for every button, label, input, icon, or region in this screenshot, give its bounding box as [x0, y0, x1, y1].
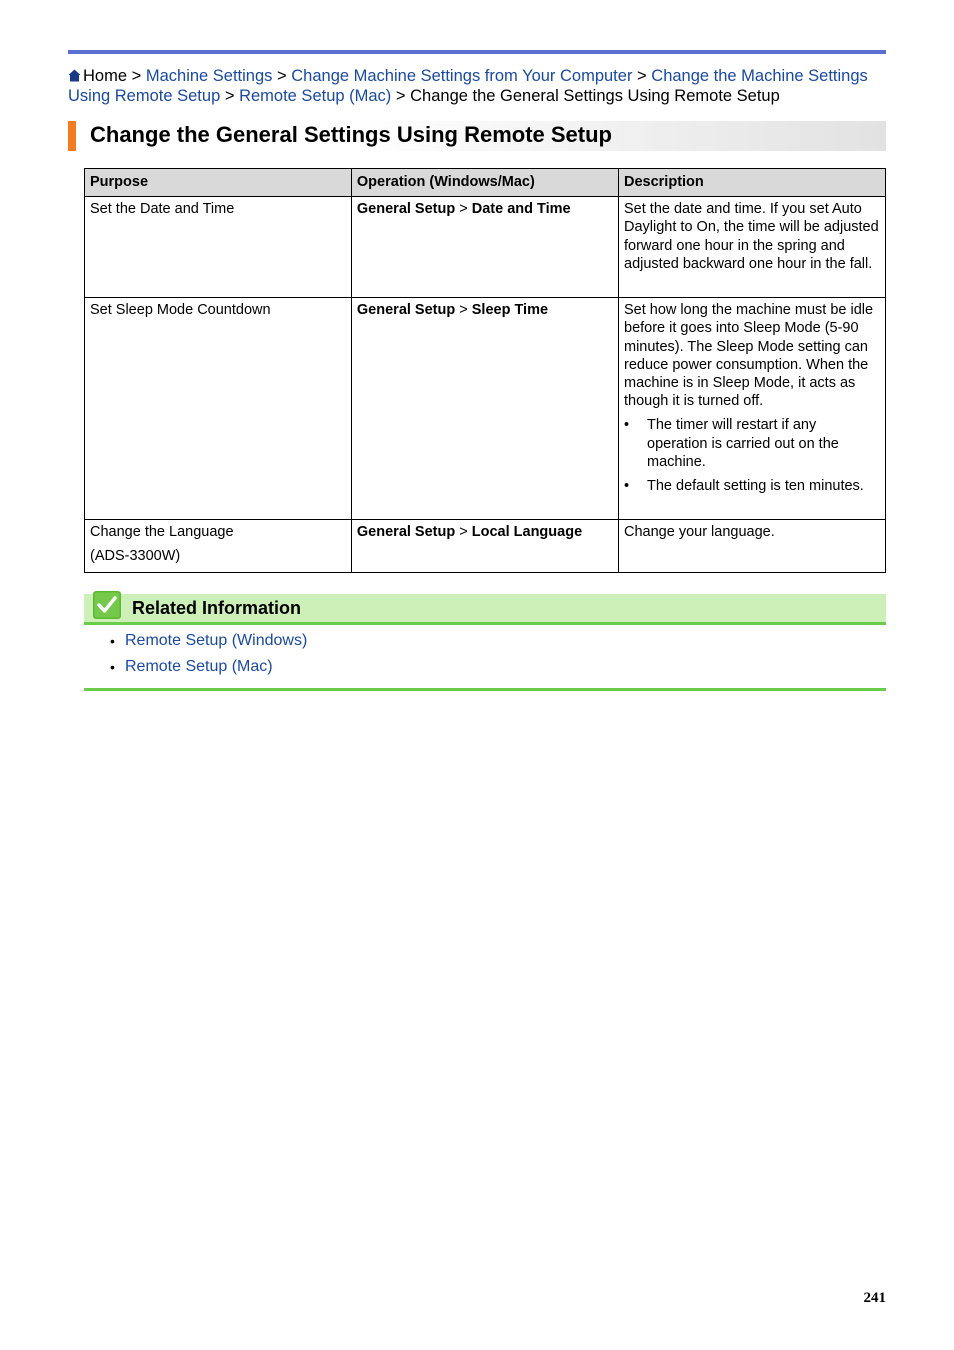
cell-purpose [85, 197, 352, 298]
header-purpose: Purpose [85, 169, 352, 197]
breadcrumb-link-machine-settings[interactable]: Machine Settings [145, 67, 273, 85]
breadcrumb-current: Change the General Settings Using Remote Setup [410, 87, 780, 105]
list-item [108, 657, 307, 677]
page-title-bar [68, 121, 886, 151]
table-row [85, 298, 886, 520]
description-text: Change your language. [624, 524, 775, 541]
description-text: Set the date and time. If you set Auto Daylight to On, the time will be adjusted forward one hour in the spring and adjusted backward one hour in the fall. [624, 201, 879, 272]
operation-separator: > [459, 302, 468, 319]
settings-table [84, 168, 886, 573]
breadcrumb-separator: > [224, 87, 235, 105]
breadcrumb-link-remote-setup-mac[interactable]: Remote Setup (Mac) [239, 87, 392, 105]
breadcrumb-link-remote-setup[interactable]: Change the Machine Settings Using Remote Setup [68, 67, 868, 105]
cell-purpose [85, 298, 352, 520]
check-icon [92, 590, 122, 620]
operation-item: Date and Time [471, 201, 571, 218]
breadcrumb-link-change-machine-settings[interactable]: Change Machine Settings from Your Computer [291, 67, 633, 85]
cell-description [619, 520, 886, 572]
table-row [85, 197, 886, 298]
breadcrumb-separator: > [395, 87, 406, 105]
purpose-text: Change the Language [90, 524, 234, 541]
related-link-remote-setup-mac[interactable]: Remote Setup (Mac) [125, 658, 273, 675]
table-row [85, 520, 886, 572]
header-description: Description [619, 169, 886, 197]
purpose-text: Set Sleep Mode Countdown [90, 302, 271, 319]
header-operation: Operation (Windows/Mac) [351, 169, 618, 197]
operation-menu: General Setup [356, 524, 456, 541]
list-item: • The default setting is ten minutes. [624, 477, 880, 495]
operation-menu: General Setup [356, 201, 456, 218]
breadcrumb-home: Home [83, 67, 128, 85]
cell-description [619, 298, 886, 520]
cell-operation [351, 520, 618, 572]
operation-item: Sleep Time [471, 302, 549, 319]
related-information-header [84, 594, 886, 625]
list-item: • The timer will restart if any operation is carried out on the machine. [624, 416, 880, 471]
operation-item: Local Language [471, 524, 583, 541]
description-text: Set how long the machine must be idle before it goes into Sleep Mode (5-90 minutes). The Sleep Mode setting can reduce power consumption. When the machine is in Sleep Mode, it acts as though it is turned off. [624, 302, 874, 410]
breadcrumb [68, 66, 898, 106]
description-bullets [624, 416, 880, 495]
cell-description [619, 197, 886, 298]
related-link-remote-setup-windows[interactable]: Remote Setup (Windows) [125, 632, 308, 649]
operation-separator: > [459, 524, 468, 541]
purpose-model-note: (ADS-3300W) [90, 548, 181, 565]
related-links [108, 631, 307, 683]
page-title: Change the General Settings Using Remote Setup [90, 122, 612, 147]
purpose-text: Set the Date and Time [90, 201, 235, 218]
cell-purpose [85, 520, 352, 572]
operation-separator: > [459, 201, 468, 218]
top-rule [68, 50, 886, 54]
title-accent [68, 121, 76, 151]
breadcrumb-separator: > [637, 67, 647, 85]
operation-menu: General Setup [356, 302, 456, 319]
cell-operation [351, 197, 618, 298]
breadcrumb-separator: > [131, 67, 142, 85]
list-item [108, 631, 307, 651]
page-number: 241 [863, 1290, 886, 1306]
cell-operation [351, 298, 618, 520]
breadcrumb-separator: > [277, 67, 287, 85]
related-bottom-rule [84, 688, 886, 691]
table-header-row [85, 169, 886, 197]
home-icon [68, 69, 81, 82]
related-information-title: Related Information [132, 598, 302, 618]
